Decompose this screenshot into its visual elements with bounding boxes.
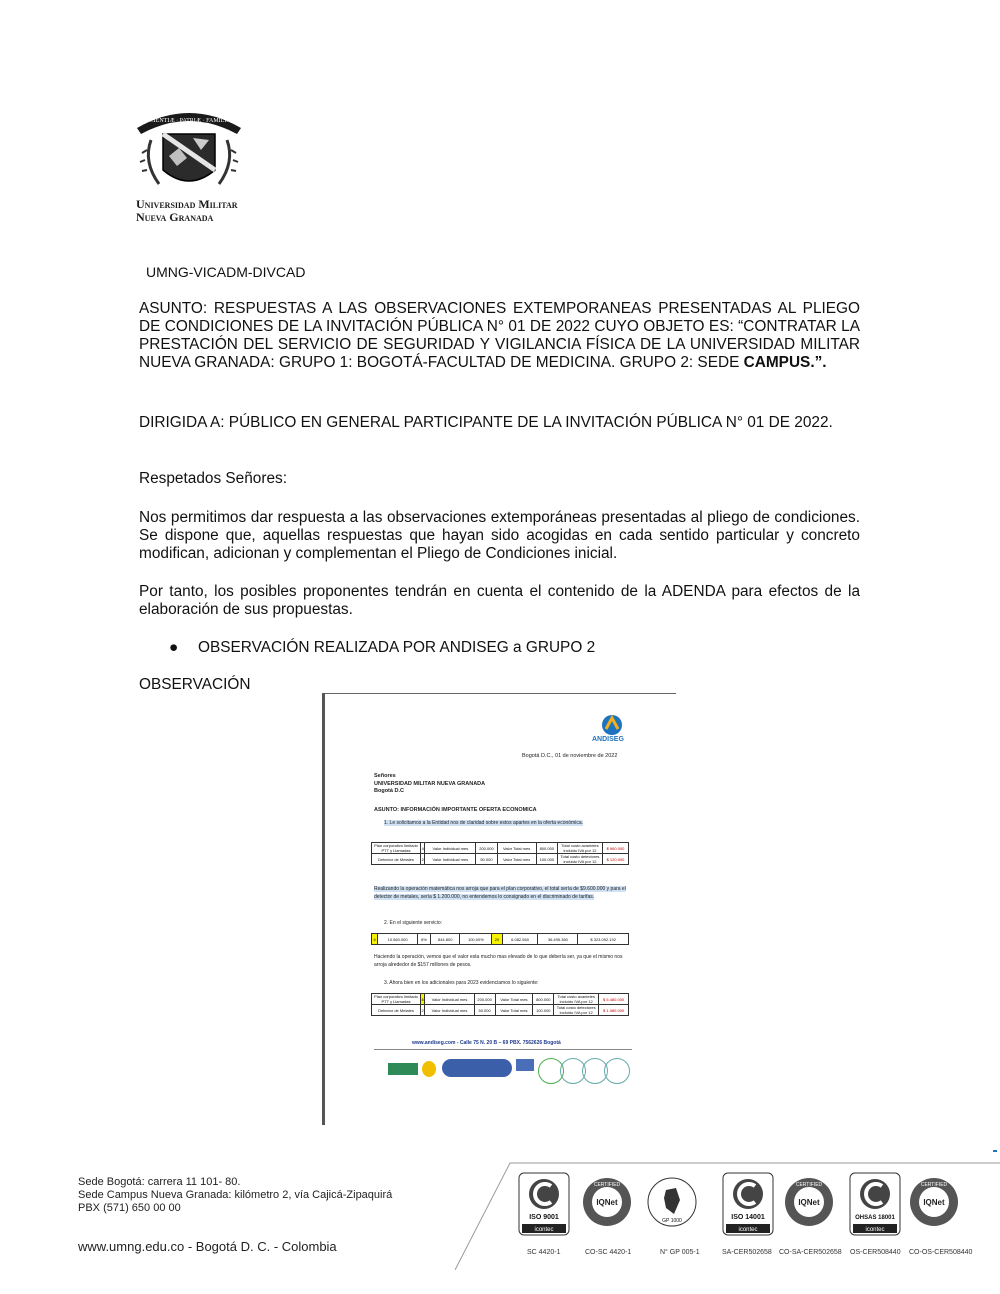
- table-cell: 6.082.560: [502, 934, 538, 945]
- subject-text: ASUNTO: RESPUESTAS A LAS OBSERVACIONES EXTEMPORANEAS PRESENTADAS AL PLIEGO DE CONDICIONES DE LA INVITACIÓN PÚBLICA N° 01 DE 2022 CUYO OBJETO ES: “CONTRATAR LA PRESTACIÓN DEL SERVICIO DE SEGURIDAD Y VIGILANCIA FÍSICA DE LA UNIVERSIDAD MILITAR NUEVA GRANADA: GRUPO 1: BOGOTÁ-FACULTAD DE MEDICINA. GRUPO 2: SEDE: [139, 300, 860, 371]
- table-row: [372, 843, 629, 854]
- university-name-line1: Universidad Militar: [136, 197, 238, 211]
- table-cell: 200.000: [476, 843, 497, 854]
- table-cell: 200.000: [474, 994, 495, 1005]
- scan-recipient-line1: Señores: [374, 773, 396, 779]
- table-row: [372, 1005, 629, 1016]
- greeting: Respetados Señores:: [139, 470, 288, 487]
- document-reference: UMNG-VICADM-DIVCAD: [146, 264, 306, 280]
- footer-phone: PBX (571) 650 00 00: [78, 1202, 181, 1214]
- scan-paragraph-2: Haciendo la operación, vemos que el valor esta mucho mas elevado de lo que debería ser, ya que el mismo nos arroja alrededor de $157 millones de pesos.: [374, 954, 623, 968]
- table-cell: $ 1.080.000: [599, 1005, 629, 1016]
- iqnet-seal-icon: [783, 1172, 835, 1236]
- svg-text:CERTIFIED: CERTIFIED: [795, 1182, 823, 1188]
- table-cell: 2: [421, 1005, 425, 1016]
- cert-logo-icon: [516, 1059, 534, 1071]
- table-cell: 8%: [418, 934, 431, 945]
- logo-motto: SCIENTIÆ · PATRIÆ · FAMILIÆ: [146, 118, 232, 124]
- table-cell: 800.000: [536, 843, 557, 854]
- svg-text:ISO 14001: ISO 14001: [731, 1214, 765, 1221]
- cert-caption: N° GP 005-1: [660, 1249, 700, 1256]
- footer-address-line2: Sede Campus Nueva Granada: kilómetro 2, vía Cajicá-Zipaquirá: [78, 1189, 393, 1201]
- table-cell: $ 120.000: [602, 854, 628, 865]
- table-cell: Detector de Metales: [372, 1005, 421, 1016]
- cert-caption: OS-CER508440: [850, 1249, 901, 1256]
- table-cell: Valor Individual mes: [425, 854, 476, 865]
- andiseg-letter-image: [322, 693, 676, 1125]
- icontec-seal-icon: [849, 1172, 901, 1236]
- svg-text:icontec: icontec: [865, 1227, 885, 1233]
- svg-text:icontec: icontec: [534, 1227, 554, 1233]
- svg-text:icontec: icontec: [738, 1227, 758, 1233]
- table-cell: 6: [372, 934, 378, 945]
- icontec-seal-icon: [722, 1172, 774, 1236]
- scan-recipient-line3: Bogotá D.C: [374, 788, 404, 794]
- footer-website: www.umng.edu.co - Bogotá D. C. - Colombia: [78, 1239, 337, 1254]
- table-cell: 2: [421, 854, 425, 865]
- page-marker: [993, 1150, 997, 1152]
- svg-text:IQNet: IQNet: [923, 1198, 945, 1207]
- table-cell: Total costo avanteles incluido IVA por 12: [557, 843, 602, 854]
- gp-seal-icon: [646, 1172, 698, 1236]
- scan-item-1-text: 1. Le solicitamos a la Entidad nos de claridad sobre estos apartes en la oferta económica.: [384, 820, 584, 826]
- table-cell: 10.560.000: [378, 934, 418, 945]
- table-cell: 20: [492, 934, 502, 945]
- cert-caption: CO-SC 4420-1: [585, 1249, 632, 1256]
- cert-logo-icon: [388, 1063, 418, 1075]
- body-paragraph-1: Nos permitimos dar respuesta a las observaciones extemporáneas presentadas al pliego de condiciones. Se dispone que, aquellas respuestas que hayan sido acogidas en cada sentido particular y concreto modifican, adicionan y complementan el Pliego de Condiciones inicial.: [139, 509, 860, 562]
- table-cell: 4: [421, 843, 425, 854]
- table-cell: 100,00%: [460, 934, 492, 945]
- table-row: [372, 934, 629, 945]
- table-cell: Valor Individual mes: [425, 843, 476, 854]
- scan-footer-divider: [374, 1049, 632, 1050]
- scan-recipient: [374, 773, 485, 796]
- scan-item-1: [384, 820, 630, 827]
- scan-paragraph-1: [374, 885, 632, 901]
- table-cell: Detector de Metales: [372, 854, 421, 865]
- table-cell: $ 323.092.192: [578, 934, 629, 945]
- university-name: [136, 198, 238, 224]
- table-cell: Valor Total mes: [497, 843, 536, 854]
- iqnet-seal-icon: [581, 1172, 633, 1236]
- andiseg-logo-icon: [598, 713, 626, 737]
- scan-subject: ASUNTO: INFORMACIÓN IMPORTANTE OFERTA ECONOMICA: [374, 807, 537, 813]
- iqnet-seal-icon: [908, 1172, 960, 1236]
- addressee-paragraph: DIRIGIDA A: PÚBLICO EN GENERAL PARTICIPANTE DE LA INVITACIÓN PÚBLICA N° 01 DE 2022.: [139, 414, 833, 431]
- andiseg-brand: ANDISEG: [592, 736, 624, 743]
- bullet-icon: ●: [169, 639, 179, 656]
- table-cell: $ 960.000: [602, 843, 628, 854]
- table-cell: 800.000: [533, 994, 554, 1005]
- table-cell: Valor Total mes: [497, 854, 536, 865]
- svg-text:IQNet: IQNet: [596, 1198, 618, 1207]
- svg-text:ISO 9001: ISO 9001: [529, 1214, 559, 1221]
- icontec-seal-icon: [518, 1172, 570, 1236]
- university-name-line2: Nueva Granada: [136, 210, 214, 224]
- table-cell: 50.000: [476, 854, 497, 865]
- table-cell: 8: [421, 994, 425, 1005]
- table-row: [372, 854, 629, 865]
- table-cell: Total costo detectores incluido IVA por 12: [554, 1005, 599, 1016]
- footer-address: [78, 1176, 392, 1215]
- table-cell: Valor Total mes: [495, 994, 533, 1005]
- observation-bullet: [169, 639, 595, 657]
- cert-caption: CO-SA-CER502658: [779, 1249, 842, 1256]
- table-cell: 50.000: [474, 1005, 495, 1016]
- svg-text:CERTIFIED: CERTIFIED: [593, 1182, 621, 1188]
- subject-paragraph: [139, 300, 860, 372]
- table-cell: Total costo detectores incluido IVA por 12: [557, 854, 602, 865]
- scan-footer: www.andiseg.com - Calle 75 N. 20 B – 69 PBX. 7562626 Bogotá: [412, 1040, 561, 1046]
- cert-logo-icon: [442, 1059, 512, 1077]
- table-cell: 100.000: [536, 854, 557, 865]
- scan-recipient-line2: UNIVERSIDAD MILITAR NUEVA GRANADA: [374, 780, 486, 787]
- svg-text:CERTIFIED: CERTIFIED: [920, 1182, 948, 1188]
- scan-paragraph-1-text: Realizando la operación matemática nos arroja que para el plan corporativo, el total sería de $9.600.000 y para el detector de metales, sería $ 1.200.000, no entendemos lo consignado en el discriminado de tarifas.: [374, 886, 626, 900]
- table-cell: Plan corporativo limitado PTT y Llamadas: [372, 843, 421, 854]
- cert-caption: SA-CER502658: [722, 1249, 772, 1256]
- table-cell: Valor Individual mes: [425, 1005, 474, 1016]
- bullet-text: OBSERVACIÓN REALIZADA POR ANDISEG a GRUPO 2: [198, 639, 596, 656]
- cert-caption: SC 4420-1: [527, 1249, 561, 1256]
- scan-table-3: [371, 993, 629, 1016]
- scan-table-2: [371, 933, 629, 945]
- observation-label: OBSERVACIÓN: [139, 676, 251, 693]
- cert-caption: CO-OS-CER508440: [909, 1249, 973, 1256]
- scan-item-3: 3. Ahora bien en los adicionales para 2023 evidenciamos lo siguiente:: [384, 980, 539, 986]
- table-cell: $ 6.480.000: [599, 994, 629, 1005]
- scan-table-1: [371, 842, 629, 865]
- footer-address-line1: Sede Bogotá: carrera 11 101- 80.: [78, 1176, 241, 1188]
- svg-text:GP 1000: GP 1000: [662, 1218, 682, 1224]
- scan-item-2: 2. En el siguiente servicio:: [384, 920, 443, 926]
- table-cell: Valor Individual mes: [425, 994, 474, 1005]
- subject-bold-tail: CAMPUS.”.: [743, 354, 827, 371]
- body-paragraph-2: Por tanto, los posibles proponentes tendrán en cuenta el contenido de la ADENDA para efectos de la elaboración de sus propuestas.: [139, 583, 860, 618]
- scan-top-border: [322, 693, 676, 694]
- scan-left-border: [322, 693, 325, 1125]
- table-cell: Valor Total mes: [495, 1005, 533, 1016]
- table-cell: 844.800: [431, 934, 460, 945]
- table-cell: Plan corporativo limitado PTT y Llamadas: [372, 994, 421, 1005]
- cert-logo-icon: [604, 1058, 630, 1084]
- svg-text:OHSAS 18001: OHSAS 18001: [855, 1215, 895, 1221]
- table-row: [372, 994, 629, 1005]
- cert-logo-icon: [422, 1061, 436, 1077]
- table-cell: 100.000: [533, 1005, 554, 1016]
- table-cell: 36.495.360: [538, 934, 578, 945]
- svg-text:IQNet: IQNet: [798, 1198, 820, 1207]
- table-cell: Total costo avanteles incluido IVA por 12: [554, 994, 599, 1005]
- scan-date: Bogotá D.C., 01 de noviembre de 2022: [522, 753, 618, 759]
